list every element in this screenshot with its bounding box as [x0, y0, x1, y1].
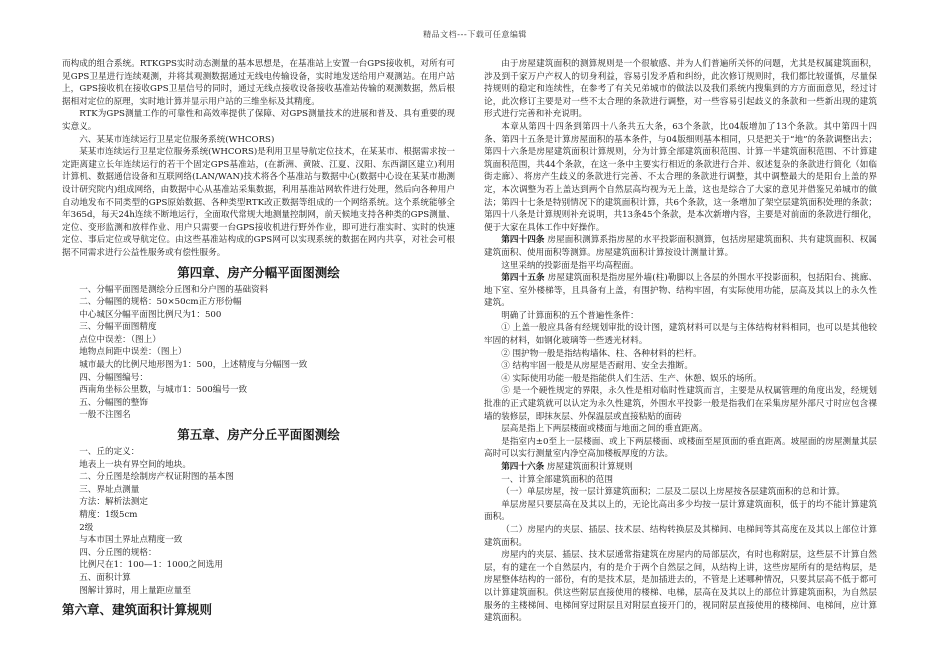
ch4-line: 四、分幅图编号：: [79, 372, 148, 383]
ch4-line: 西南角坐标公里数，与城市1：500编号一致: [79, 385, 248, 396]
ch5-line: 图解计算时，用上量距应量至: [79, 585, 191, 596]
paragraph-rtk-principle: 而构成的组合系统。RTKGPS实时动态测量的基本思想是，在基准站上安置一台GPS接收机，对所有可见GPS卫星进行连续观测，并将其观测数据通过无线电传输设备，实时地发送给用户观测站。在用户站上，GPS接收机在接收GPS卫星信号的同时，通过无线点接收设备接收基准站传输的观测数据，然后根据相对定位的原理，实时地计算并显示用户站的三维坐标及其精度。: [62, 59, 455, 107]
paragraph-projection-plane: 这里采纳的投影面是指平均高程面。: [501, 260, 639, 271]
paragraph-five-conditions: 明确了计算面积的五个普遍性条件：: [501, 310, 639, 321]
left-column: [62, 58, 455, 664]
article-44-title: 第四十四条: [501, 235, 545, 246]
article-44: [484, 234, 877, 259]
chapter-4-title: 第四章、房产分幅平面图测绘: [177, 264, 340, 280]
paragraph-rtk-significance: RTK为GPS测量工作的可靠性和高效率提供了保障、对GPS测量技术的进展和普及、具有重要的现实意义。: [62, 109, 455, 132]
ch4-line: 中心城区分幅平面图比例尺为1：500: [79, 309, 222, 320]
chapter-5-title: 第五章、房产分丘平面图测绘: [177, 427, 340, 443]
paragraph-single-storey: （一）单层房屋，按一层计算建筑面积；二层及二层以上房屋按各层建筑面积的总和计算。: [501, 487, 845, 498]
ch5-line: 精度：1级5cm: [79, 510, 138, 520]
ch4-line: 点位中误差：（图上）: [79, 334, 161, 345]
condition-item: ⑤ 是一个硬性规定的界限，永久性是相对临时性建筑而言，主要是从权属管理的角度出发，经规划批准的正式建筑就可以认定为永久性建筑，外围水平投影一般是指我们在采集房屋外部尺寸时应包含裸墙的装修层，即抹灰层、外保温层或直接粘贴的面砖: [484, 386, 877, 422]
section-heading-whcors: 六、某某市连续运行卫星定位服务系统(WHCORS): [79, 134, 275, 145]
paragraph-storey-height: 层高是指上下两层楼面或楼面与地面之间的垂直距离。: [501, 424, 708, 435]
paragraph-height-measure: 是指室内±0至上一层楼面、或上下两层楼面、或楼面至屋顶面的垂直距离。坡屋面的房屋测量其层高时可以实行测量室内净空高加楼板厚度的方法。: [484, 436, 877, 460]
condition-item: ③ 结构牢固一般是从房屋是否耐用、安全去推断。: [501, 361, 693, 372]
condition-item: ① 上盖一般应具备有经规划审批的设计图，建筑材料可以是与主体结构材料相同，也可以是其他较牢固的材料，如钢化玻璃等一些透光材料。: [484, 323, 877, 347]
article-45: [484, 272, 877, 310]
paragraph-chapter-overview: 本章从第四十四条到第四十八条共五大条，63个条款，比04版增加了13个条款。其中第四十四条、第四十五条是计算房屋面积的基本条件，与04版细则基本相同，只是把关于“地”的条款调整出去；第四十六条是房屋建筑面积计算规则，分为计算全部建筑面积范围、计算一半建筑面积范围、不计算建筑面积范围，共44个条款，在这一条中主要实行相近的条款进行合并、叙述复杂的条款进行简化（如临街走廊）、将房产生歧义的条款进行完善、不太合理的条款进行调整，其中调整最大的是阳台上盖的界定，本次调整为若上盖达到两个自然层高均视为无上盖，这也是综合了大家的意见并借鉴兄弟城市的做法；第四十七条是特别情况下的建筑面积计算，共6个条款，这一条增加了架空层建筑面积处理的条款；第四十八条是计算规则补充说明，共13条45个条款，是本次新增内容，主要是对前面的条款进行细化，便于大家在具体工作中好操作。: [484, 121, 877, 233]
condition-item: ④ 实际使用功能一般是指能供人们生活、生产、休憩、娱乐的场所。: [501, 373, 762, 384]
paragraph-single-storey-note: 单层房屋只要层高在及其以上的，无论比高出多少均按一层计算建筑面积，低于的均不能计算建筑面积。: [484, 499, 877, 523]
ch5-line: 一、丘的定义：: [79, 447, 140, 458]
ch5-line: 2级: [79, 522, 94, 533]
ch5-line: 与本市国土界址点精度一致: [79, 535, 183, 546]
ch4-line: 五、分幅图的整饰: [79, 397, 148, 408]
ch5-line: 比例尺在1：100—1：1000之间选用: [79, 560, 223, 571]
article-46-text: 房屋建筑面积计算规则: [546, 462, 633, 472]
chapter-6-title: 第六章、建筑面积计算规则: [62, 602, 213, 618]
article-46: [484, 461, 877, 474]
paragraph-mezzanine-note: 房屋内的夹层、插层、技术层通常指建筑在房屋内的局部层次，有时也称附层，这些层不计算自然层，有的建在一个自然层内，有的是介于两个自然层之间，从结构上讲，这些房屋所有的是结构层，是房屋整体结构的一部份，有的是技术层，是加插进去的，不管是上述哪种情况，只要其层高不低于都可以计算建筑面积。供这些附层直接使用的楼梯、电梯，层高在及其以上的部位计算建筑面积，为自然层服务的主楼梯间、电梯间穿过附层且对附层直接开门的，视同附层直接使用的楼梯间、电梯间，应计算建筑面积。: [484, 550, 877, 624]
paragraph-whcors: 某某市连续运行卫星定位服务系统(WHCORS)是利用卫星导航定位技术，在某某市、根据需求按一定距离建立长年连续运行的若干个固定GPS基准站，(在新洲、黄陂、江夏、汉阳、东西湖区建立)利用计算机、数据通信设备和互联网络(LAN/WAN)技术将各个基准站与数据中心(数据中心设在某某市勘测设计研究院内)组成网络，由数据中心从基准站采集数据，利用基准站网软件进行处理，然后向各种用户自动地发布不同类型的GPS原始数据、各种类型RTK改正数据等组成的一个网络系统。这个系统能够全年365d，每天24h连续不断地运行，全面取代常规大地测量控制网，前天候地支持各种类的GPS测量、定位、变形监测和放样作业、用户只需要一台GPS接收机进行野外作业，即可进行准实时、实时的快速定位、事后定位或导航定位。由这些基准站构成的GPS网可以实现系统的数据在网内共享，对社会可根据不同需求进行公益性服务或有偿性服务。: [62, 147, 455, 258]
paragraph-revision-intro: 由于房屋建筑面积的测算规则是一个很敏感、并为人们普遍所关怀的问题，尤其是权属建筑面积，涉及到千家万户产权人的切身利益，容易引发矛盾和纠纷，此次修订规则时，我们都比较谨慎，尽量保持规则的稳定和连续性，在参考了有关兄弟城市的做法以及我们系统内搜集到的方方面面意见，经过讨论，此次修订主要是对一些不太合理的条款进行调整，对一些容易引起歧义的条款和一些新出现的建筑形式进行完善和补充说明。: [484, 59, 877, 120]
ch4-line: 一般不注图名: [79, 410, 131, 421]
article-44-text: 房屋面积测算系指房屋的水平投影面积测算，包括房屋建筑面积、共有建筑面积、权属建筑面积、使用面积等测算。房屋建筑面积计算按设计测量计算。: [484, 235, 877, 258]
ch4-line: 城市最大的比例尺地形图为1：500，上述精度与分幅图一致: [79, 360, 308, 371]
article-45-text: 房屋建筑面积是指房屋外墙(柱)勒脚以上各层的外围水平投影面积，包括阳台、挑廊、地下室、室外楼梯等，且具备有上盖，有围护物、结构牢固，有实际使用功能，层高及其以上的永久性建筑。: [484, 273, 877, 309]
ch5-line: 方法：解析法测定: [79, 497, 148, 508]
condition-item: ② 围护物一般是指结构墙体、柱、各种材料的栏杆。: [501, 348, 702, 359]
article-45-title: 第四十五条: [501, 273, 545, 284]
ch4-line: 二、分幅图的规格：50×50cm正方形份幅: [79, 297, 242, 308]
ch5-line: 四、分丘图的规格：: [79, 547, 157, 558]
right-column: [484, 58, 877, 664]
paragraph-full-area-range: 一、计算全部建筑面积的范围: [501, 474, 613, 485]
ch5-line: 三、界址点测量: [79, 484, 140, 495]
ch4-line: 三、分幅平面图精度: [79, 322, 157, 333]
ch5-line: 二、分丘图是绘制房产权证附图的基本图: [79, 472, 234, 483]
ch4-line: 一、分幅平面图是测绘分丘图和分户图的基础资料: [79, 284, 269, 295]
page-header: 精品文档---下载可任意编辑: [423, 30, 527, 39]
paragraph-mezzanine: （二）房屋内的夹层、插层、技术层、结构转换层及其梯间、电梯间等其高度在及其以上部位计算建筑面积。: [484, 524, 877, 548]
ch5-line: 地表上一块有界空间的地块。: [79, 459, 191, 470]
ch4-line: 地物点间距中误差：（图上）: [79, 347, 187, 358]
article-46-title: 第四十六条: [501, 462, 545, 472]
ch5-line: 五、面积计算: [79, 572, 131, 583]
